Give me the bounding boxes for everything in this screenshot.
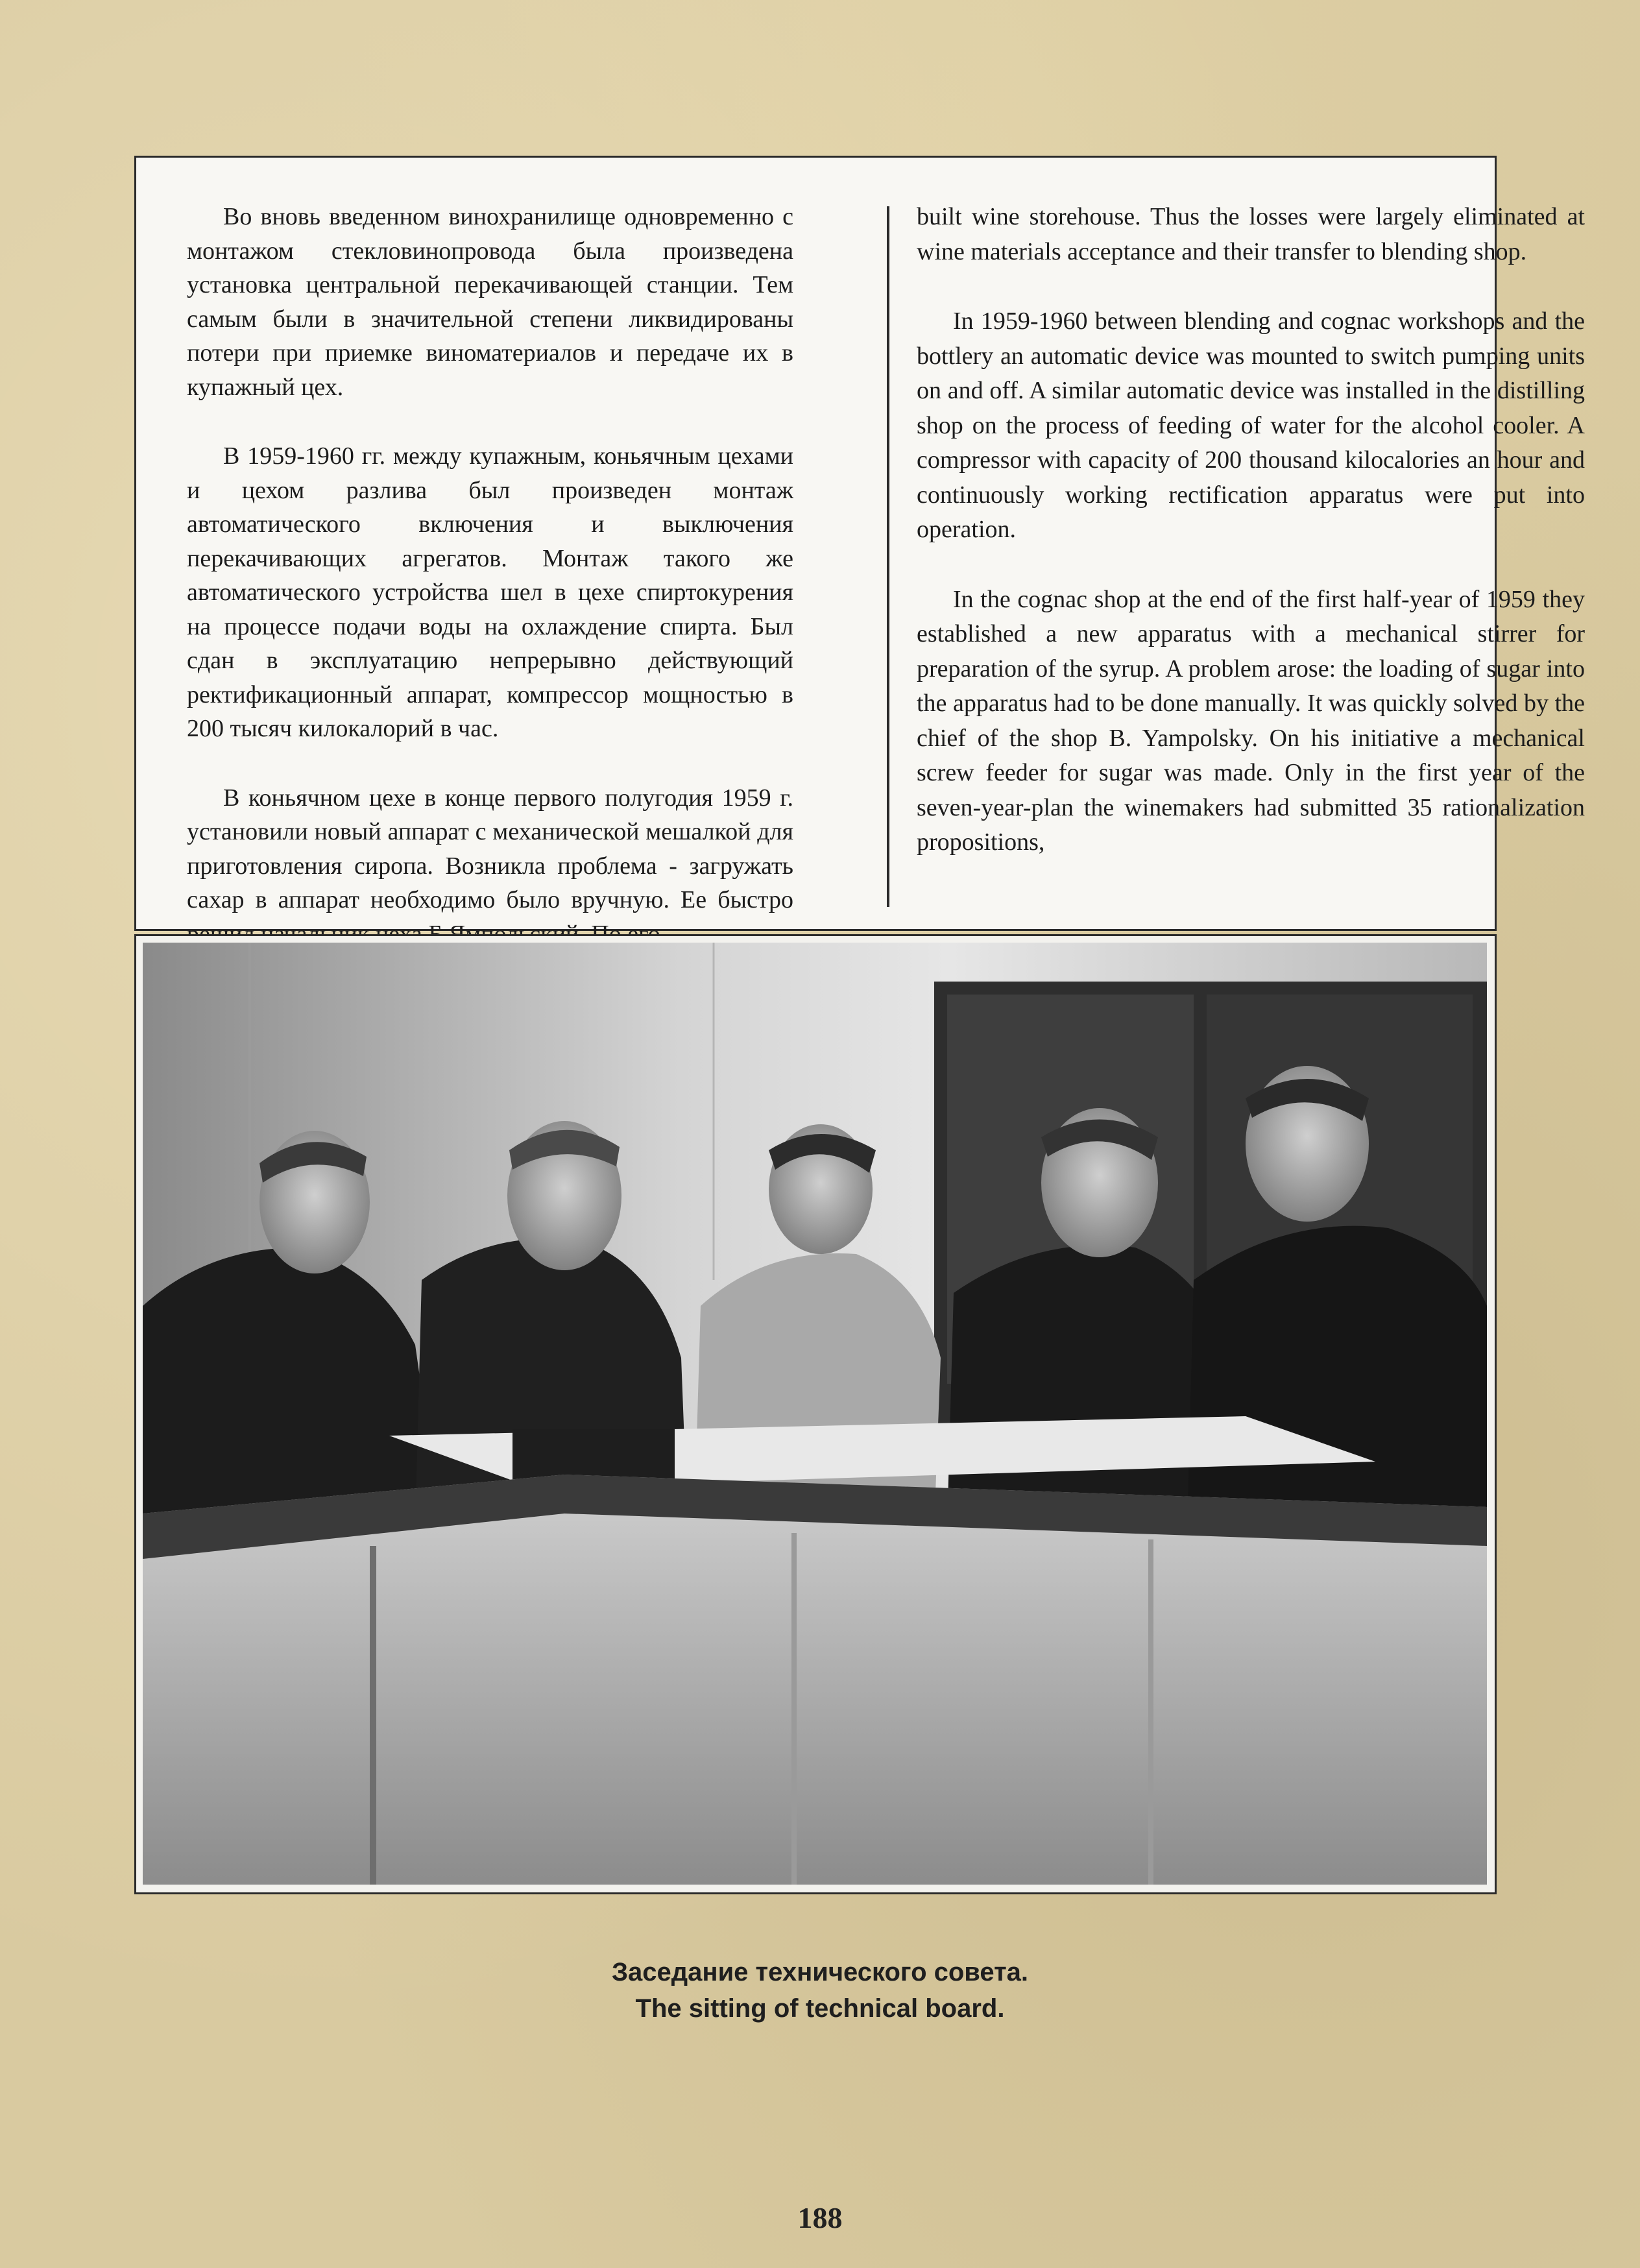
page-number: 188 <box>797 2201 843 2234</box>
en-paragraph-2: In 1959-1960 between blending and cognac workshops and the bottlery an automatic device was mounted to switch pumping units on and off. A similar automatic device was installed in the distilling shop on the process of feeding of water for the alcohol cooler. A compressor with capacity of 200 thousand kilocalories an hour and continuously working rectification apparatus were put into operation. <box>917 308 1585 543</box>
caption-russian: Заседание технического совета. <box>611 1958 1029 1986</box>
en-paragraph-3: In the cognac shop at the end of the first half-year of 1959 they established a new apparatus with a mechanical stirrer for preparation of the syrup. A problem arose: the loading of sugar into the apparatus had to be done manually. It was quickly solved by the chief of the shop B. Yampolsky. On his initiative a mechanical screw feeder for sugar was made. Only in the first year of the seven-year-plan the winemakers had submitted 35 rationalization propositions, <box>917 585 1585 856</box>
meeting-photo-illustration <box>143 943 1487 1885</box>
article-text-box <box>134 156 1585 931</box>
column-divider <box>887 206 889 907</box>
ru-paragraph-3: В коньячном цехе в конце первого полугодия 1959 г. установили новый аппарат с механической мешалкой для приготовления сиропа. Возникла проблема - загружать сахар в аппарат необходимо было вручную. Ее быстро <box>187 784 793 913</box>
english-column <box>917 200 1585 895</box>
meeting-photo <box>143 943 1487 1885</box>
photo-frame <box>134 934 1497 1894</box>
photo-caption <box>0 1954 1640 2027</box>
ru-paragraph-1: Во вновь введенном винохранилище одновременно с монтажом стекловинопровода была произведена установка центральной перекачивающей станции. Тем самым были в значительной степени ликвидированы потери при приемке виноматериалов и передаче их в купажный цех. <box>187 203 793 401</box>
ru-paragraph-2: В 1959-1960 гг. между купажным, коньячным цехами и цехом разлива был произведен монтаж автоматического включения и выключения перекачивающих агрегатов. Монтаж такого же автоматического устройства шел в цехе спиртокурения на процессе подачи воды на охлаждение спирта. Был сдан в эксплуатацию непрерывно действующий ректификационный аппарат, компрессор мощностью в 200 тысяч килокалорий в час. <box>187 442 793 742</box>
russian-column <box>187 200 793 986</box>
en-paragraph-1: built wine storehouse. Thus the losses were largely eliminated at wine materials acceptance and their transfer to blending shop. <box>917 203 1585 265</box>
caption-english: The sitting of technical board. <box>635 1994 1005 2023</box>
